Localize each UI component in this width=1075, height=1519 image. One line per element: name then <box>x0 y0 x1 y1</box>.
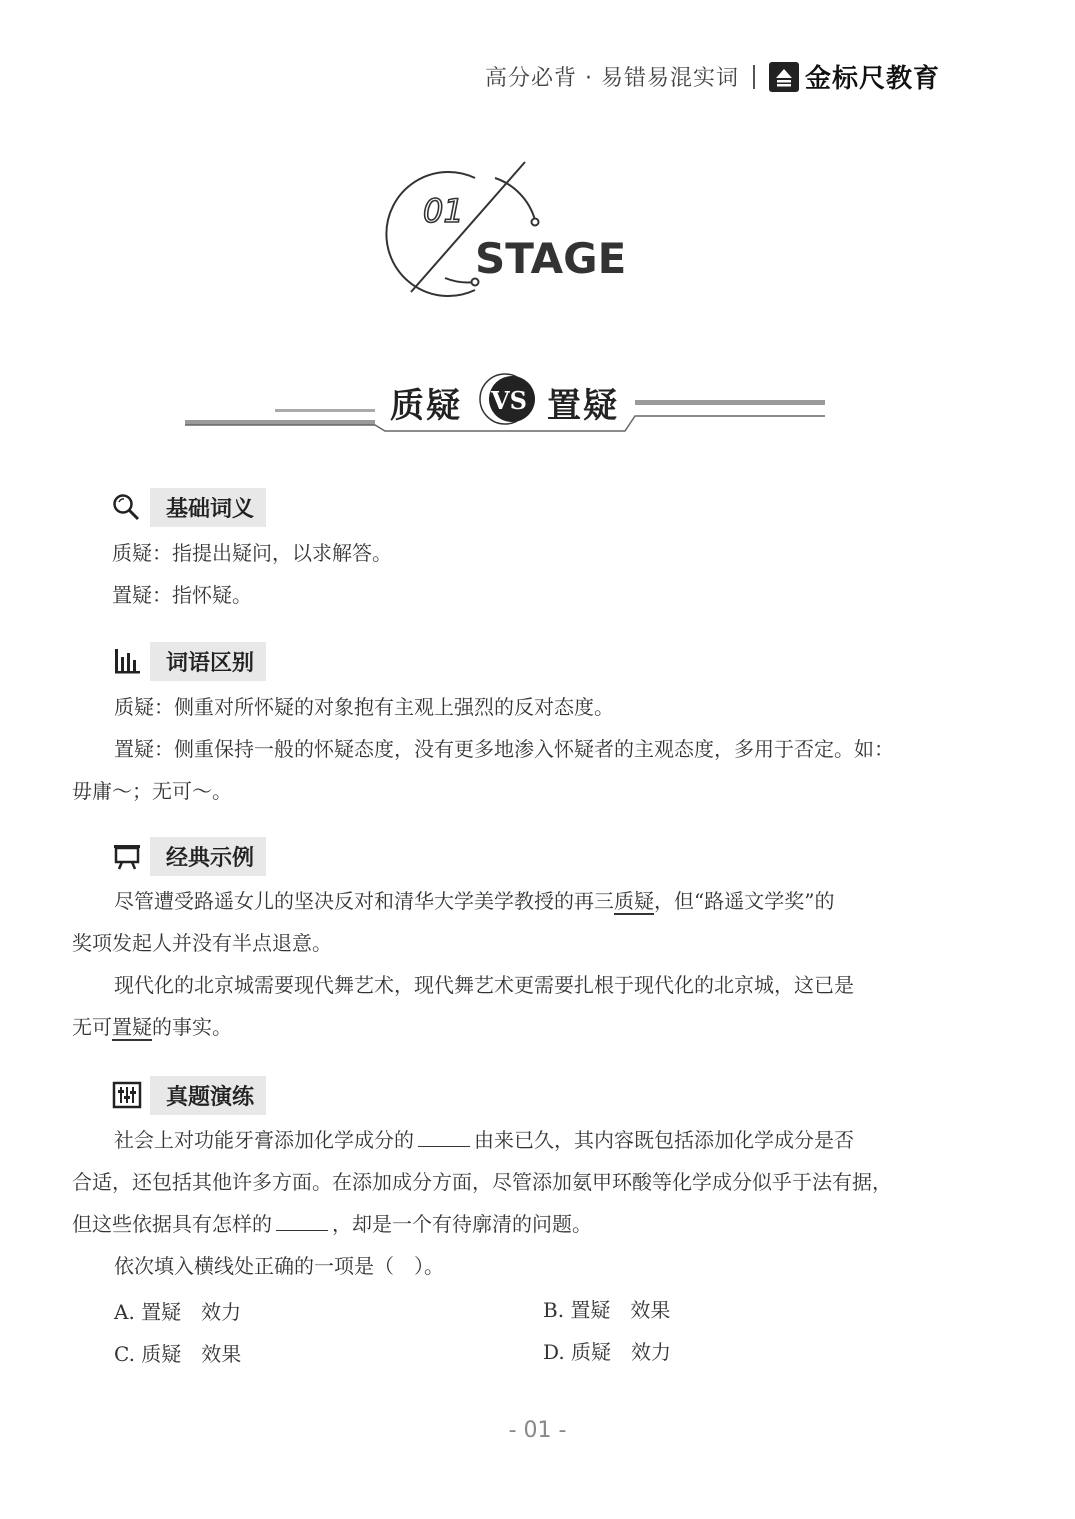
question-prompt: 依次填入横线处正确的一项是（ ）。 <box>114 1254 444 1278</box>
brand-logo <box>769 58 940 95</box>
basic-meaning-text <box>112 532 992 616</box>
section-heading-examples <box>112 838 266 874</box>
option-b: B. 置疑 效果 <box>543 1298 671 1322</box>
option-a: A. 置疑 效力 <box>114 1300 242 1324</box>
example-2-text-end: 的事实。 <box>152 1015 232 1039</box>
example-1-keyword: 质疑 <box>614 889 654 913</box>
question-text: ，却是一个有待廓清的问题。 <box>332 1212 592 1236</box>
section-label: 真题演练 <box>150 1076 266 1115</box>
example-1-text: 尽管遭受路遥女儿的坚决反对和清华大学美学教授的再三 <box>114 889 614 913</box>
option-c: C. 质疑 效果 <box>114 1342 242 1366</box>
stage-label: STAGE <box>475 234 627 283</box>
section-label: 经典示例 <box>150 837 266 876</box>
header-divider <box>753 65 755 89</box>
question-line-1 <box>72 1119 952 1161</box>
compare-word-b: 置疑 <box>547 386 619 426</box>
section-label: 基础词义 <box>150 488 266 527</box>
comparison-title <box>185 368 825 438</box>
section-label: 词语区别 <box>150 642 266 681</box>
difference-line-2: 置疑：侧重保持一般的怀疑态度，没有更多地渗入怀疑者的主观态度，多用于否定。如： <box>114 737 894 761</box>
question-text: 但这些依据具有怎样的 <box>72 1212 272 1236</box>
example-2-keyword: 置疑 <box>112 1015 152 1039</box>
example-1-line-1 <box>72 880 952 922</box>
option-d: D. 质疑 效力 <box>543 1340 672 1364</box>
examples-text <box>72 880 952 1048</box>
example-2-line-2 <box>72 1006 952 1048</box>
compare-word-a: 质疑 <box>390 386 462 426</box>
example-2-text: 无可 <box>72 1015 112 1039</box>
stage-number: 01 <box>423 192 464 230</box>
running-header <box>485 58 940 95</box>
section-heading-basic <box>112 489 266 525</box>
page-number: - 01 - <box>508 1418 567 1443</box>
question-text: 社会上对功能牙膏添加化学成分的 <box>114 1128 414 1152</box>
practice-question <box>72 1119 952 1287</box>
question-line-2: 合适，还包括其他许多方面。在添加成分方面，尽管添加氨甲环酸等化学成分似乎于法有据， <box>72 1170 892 1194</box>
difference-line-1: 质疑：侧重对所怀疑的对象抱有主观上强烈的反对态度。 <box>114 695 614 719</box>
section-heading-practice <box>112 1077 266 1113</box>
book-title: 高分必背 · 易错易混实词 <box>485 66 739 91</box>
section-heading-difference <box>112 643 266 679</box>
answer-blank-1 <box>418 1126 470 1147</box>
answer-blank-2 <box>276 1210 328 1231</box>
difference-text <box>72 686 952 812</box>
question-text: 由来已久，其内容既包括添加化学成分是否 <box>474 1128 854 1152</box>
stage-emblem <box>405 160 627 300</box>
sliders-icon <box>112 1080 146 1110</box>
example-2-line-1: 现代化的北京城需要现代舞艺术，现代舞艺术更需要扎根于现代化的北京城，这已是 <box>114 973 854 997</box>
presentation-board-icon <box>112 841 146 871</box>
brand-icon <box>769 62 799 92</box>
basic-line-2: 置疑：指怀疑。 <box>112 583 252 607</box>
question-line-3 <box>72 1203 952 1245</box>
magnifier-icon <box>112 492 146 522</box>
bar-chart-icon <box>112 646 146 676</box>
brand-name: 金标尺教育 <box>804 64 940 94</box>
vs-badge: VS <box>491 386 527 415</box>
basic-line-1: 质疑：指提出疑问，以求解答。 <box>112 541 392 565</box>
example-1-line-2: 奖项发起人并没有半点退意。 <box>72 931 332 955</box>
example-1-text-end: ，但“路遥文学奖”的 <box>654 889 835 913</box>
difference-line-3: 毋庸～；无可～。 <box>72 779 232 803</box>
